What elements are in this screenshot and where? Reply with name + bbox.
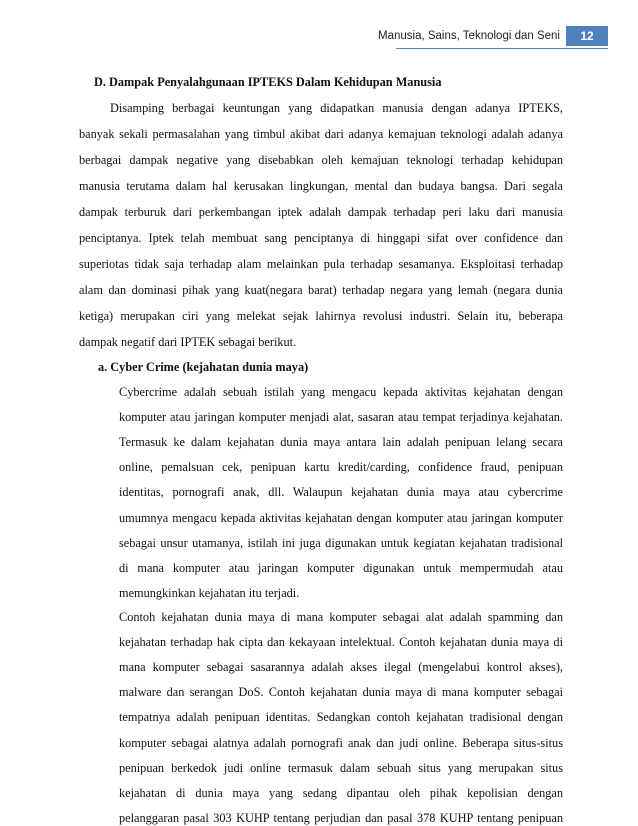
paragraph-line: ketiga) merupakan ciri yang melekat sejak lahirnya revolusi industri. Selain itu, beberapa — [79, 309, 563, 323]
paragraph-line: identitas, pornografi anak, dll. Walaupun kejahatan dunia maya atau cybercrime — [119, 485, 563, 500]
paragraph-line: memungkinkan kejahatan itu terjadi. — [119, 585, 300, 600]
paragraph-line: banyak sekali permasalahan yang timbul akibat dari adanya kemajuan teknologi adalah adanya — [79, 127, 563, 141]
paragraph-line: superiotas tidak saja terhadap alam melainkan pula terhadap sesamanya. Eksploitasi terhadap — [79, 257, 563, 271]
paragraph-line: tempatnya adalah penipuan identitas. Sedangkan contoh kejahatan tradisional dengan — [119, 710, 563, 725]
paragraph-line: Termasuk ke dalam kejahatan dunia maya antara lain adalah penipuan lelang secara — [119, 435, 563, 450]
paragraph-line: mana komputer sebagai sasarannya adalah akses ilegal (mengelabui kontrol akses), — [119, 660, 563, 675]
paragraph-line: manusia terutama dalam hal kerusakan lingkungan, mental dan budaya bangsa. Dari segala — [79, 179, 563, 193]
paragraph-line: Disamping berbagai keuntungan yang didapatkan manusia dengan adanya IPTEKS, — [110, 101, 563, 115]
paragraph-line: Contoh kejahatan dunia maya di mana komputer sebagai alat adalah spamming dan — [119, 610, 563, 624]
paragraph-line: dampak terburuk dari perkembangan iptek adalah dampak terhadap peri laku dari manusia — [79, 205, 563, 219]
paragraph-line: berbagai dampak negative yang disebabkan oleh kemajuan teknologi terhadap kehidupan — [79, 153, 563, 167]
paragraph-line: Cybercrime adalah sebuah istilah yang mengacu kepada aktivitas kejahatan dengan — [119, 385, 563, 399]
paragraph-line: komputer sebagai alatnya adalah pornografi anak dan judi online. Beberapa situs-situs — [119, 735, 563, 750]
paragraph-line: dampak negatif dari IPTEK sebagai berikut. — [79, 335, 297, 349]
paragraph-line: penciptanya. Iptek telah membuat sang penciptanya di hinggapi sifat over confidence dan — [79, 231, 563, 245]
header-title: Manusia, Sains, Teknologi dan Seni — [378, 30, 560, 42]
subsection-heading: a. Cyber Crime (kejahatan dunia maya) — [98, 360, 309, 374]
paragraph-line: malware dan serangan DoS. Contoh kejahatan dunia maya di mana komputer sebagai — [119, 685, 563, 700]
paragraph-line: alam dan dominasi pihak yang kuat(negara barat) terhadap negara yang lemah (negara dunia — [79, 283, 563, 297]
page-number-badge: 12 — [566, 26, 608, 46]
paragraph-line: pelanggaran pasal 303 KUHP tentang perjudian dan pasal 378 KUHP tentang penipuan — [119, 810, 563, 825]
paragraph-line: umumnya mengacu kepada aktivitas kejahatan dengan komputer atau jaringan komputer — [119, 510, 563, 525]
paragraph-line: penipuan berkedok judi online termasuk dalam sebuah situs yang merupakan situs — [119, 760, 563, 775]
paragraph-line: di mana komputer atau jaringan komputer digunakan untuk mempermudah atau — [119, 560, 563, 575]
paragraph-line: sebagai unsur utamanya, istilah ini juga digunakan untuk kegiatan kejahatan tradisional — [119, 535, 563, 550]
paragraph-line: komputer atau jaringan komputer menjadi alat, sasaran atau tempat terjadinya kejahatan. — [119, 410, 563, 425]
header-divider — [396, 48, 608, 49]
paragraph-line: online, pemalsuan cek, penipuan kartu kredit/carding, confidence fraud, penipuan — [119, 460, 563, 475]
section-heading: D. Dampak Penyalahgunaan IPTEKS Dalam Kehidupan Manusia — [94, 75, 442, 89]
paragraph-line: kejahatan di dunia maya yang sedang dipantau oleh pihak kepolisian dengan — [119, 785, 563, 800]
page-header — [0, 26, 638, 46]
paragraph-line: kejahatan terhadap hak cipta dan kekayaan intelektual. Contoh kejahatan dunia maya di — [119, 635, 563, 650]
